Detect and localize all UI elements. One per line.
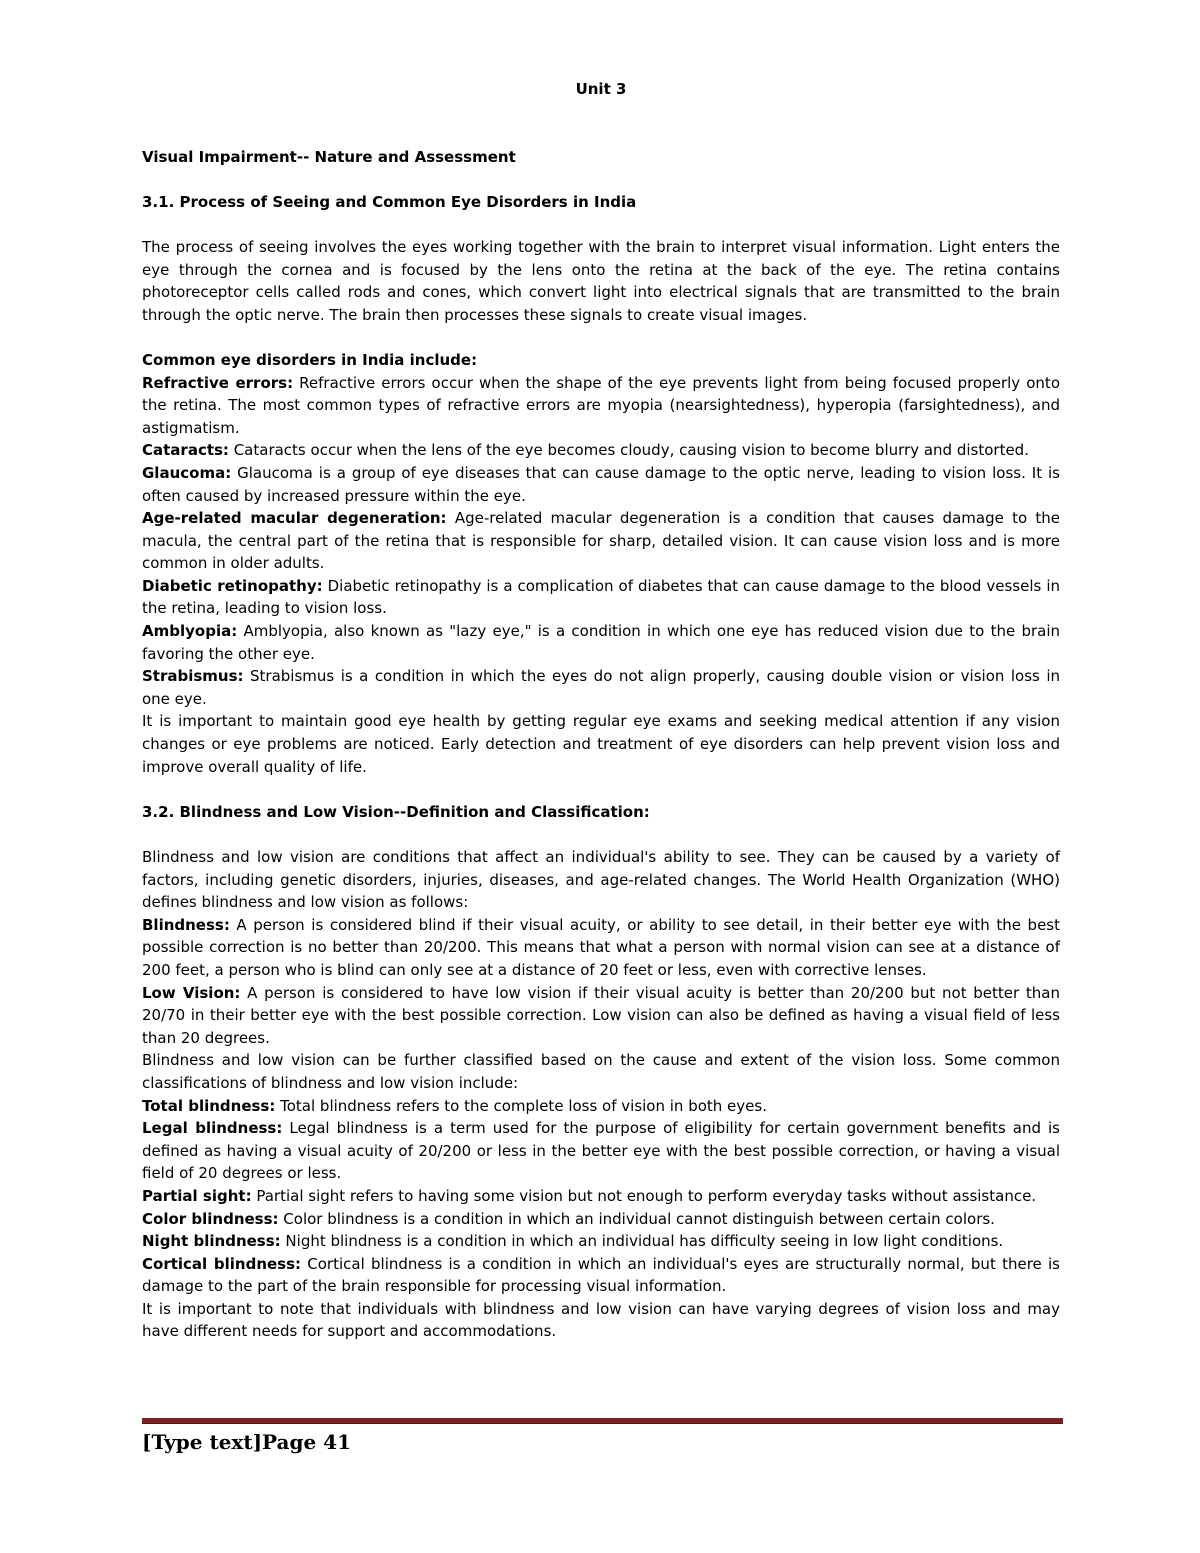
disorder-term: Refractive errors: — [142, 373, 294, 392]
section-1-intro: The process of seeing involves the eyes working together with the brain to interpret visual information. Light enters the eye through the cornea and is focused by the lens onto the retina at the back of the eye. The retina contains photoreceptor cells called rods and cones, which convert light into electrical signals that are transmitted to the brain through the optic nerve. The brain then processes these signals to create visual images. — [142, 237, 1060, 324]
classification-text: Total blindness refers to the complete loss of vision in both eyes. — [275, 1096, 767, 1115]
section-2-closing: It is important to note that individuals with blindness and low vision can have varying degrees of vision loss and may have different needs for support and accommodations. — [142, 1299, 1060, 1341]
classification-term: Cortical blindness: — [142, 1254, 302, 1273]
classification-text: Cortical blindness is a condition in which an individual's eyes are structurally normal, but there is damage to the part of the brain responsible for processing visual information. — [142, 1254, 1060, 1296]
classification-entry — [142, 1208, 1060, 1231]
classification-text: Night blindness is a condition in which an individual has difficulty seeing in low light conditions. — [280, 1232, 1004, 1251]
classification-entry — [142, 1117, 1060, 1185]
classification-term: Partial sight: — [142, 1186, 252, 1205]
footer-divider — [142, 1418, 1063, 1424]
disorder-term: Glaucoma: — [142, 463, 232, 482]
disorder-term: Cataracts: — [142, 441, 229, 460]
classification-entry — [142, 1230, 1060, 1253]
definition-text: A person is considered to have low vision if their visual acuity is better than 20/200 but not better than 20/70 in their better eye with the best possible correction. Low vision can also be defined as having a visual field of less than 20 degrees. — [142, 983, 1060, 1047]
disorder-text: Refractive errors occur when the shape of the eye prevents light from being focused properly onto the retina. The most common types of refractive errors are myopia (nearsightedness), hyperopia (farsightedness), and astigmatism. — [142, 373, 1060, 437]
disorder-term: Age-related macular degeneration: — [142, 509, 447, 528]
disorder-term: Amblyopia: — [142, 622, 238, 641]
section-2-heading: 3.2. Blindness and Low Vision--Definition and Classification: — [142, 802, 650, 821]
disorder-term: Strabismus: — [142, 667, 244, 686]
disorder-entry — [142, 665, 1060, 710]
disorder-text: Age-related macular degeneration is a condition that causes damage to the macula, the central part of the retina that is responsible for sharp, detailed vision. It can cause vision loss and is more common in older adults. — [142, 509, 1061, 573]
definition-entry — [142, 914, 1060, 982]
disorder-entry — [142, 372, 1060, 440]
section-1-closing: It is important to maintain good eye health by getting regular eye exams and seeking medical attention if any vision changes or eye problems are noticed. Early detection and treatment of eye disorders can help prevent vision loss and improve overall quality of life. — [142, 712, 1060, 776]
disorder-text: Diabetic retinopathy is a complication of diabetes that can cause damage to the blood vessels in the retina, leading to vision loss. — [142, 576, 1060, 618]
classification-term: Night blindness: — [142, 1232, 281, 1251]
disorder-entry — [142, 462, 1060, 507]
document-page — [142, 78, 1060, 1343]
section-1-heading: 3.1. Process of Seeing and Common Eye Disorders in India — [142, 192, 637, 211]
disorder-entry — [142, 439, 1060, 462]
disorder-text: Amblyopia, also known as "lazy eye," is a condition in which one eye has reduced vision due to the brain favoring the other eye. — [142, 622, 1060, 663]
classification-intro: Blindness and low vision can be further classified based on the cause and extent of the vision loss. Some common classifications of blindness and low vision include: — [142, 1051, 1060, 1092]
classification-term: Total blindness: — [142, 1096, 276, 1115]
disorder-text: Cataracts occur when the lens of the eye becomes cloudy, causing vision to become blurry and distorted. — [228, 441, 1029, 460]
disorder-text: Glaucoma is a group of eye diseases that can cause damage to the optic nerve, leading to vision loss. It is often caused by increased pressure within the eye. — [142, 463, 1060, 505]
main-heading: Visual Impairment-- Nature and Assessment — [142, 147, 516, 166]
classification-text: Legal blindness is a term used for the purpose of eligibility for certain government benefits and is defined as having a visual acuity of 20/200 or less in the better eye with the best possible correction, or having a visual field of 20 degrees or less. — [142, 1119, 1060, 1183]
disorders-list-heading: Common eye disorders in India include: — [142, 350, 478, 369]
definition-entry — [142, 982, 1060, 1050]
unit-title: Unit 3 — [575, 80, 627, 98]
footer-page-label: [Type text]Page 41 — [142, 1430, 351, 1454]
classification-entry — [142, 1253, 1060, 1298]
definition-term: Low Vision: — [142, 983, 241, 1002]
classification-term: Color blindness: — [142, 1209, 279, 1228]
disorder-entry — [142, 507, 1060, 575]
classification-text: Color blindness is a condition in which an individual cannot distinguish between certain colors. — [278, 1209, 995, 1228]
disorder-term: Diabetic retinopathy: — [142, 576, 323, 595]
disorder-entry — [142, 620, 1060, 665]
definition-term: Blindness: — [142, 915, 230, 934]
definition-text: A person is considered blind if their visual acuity, or ability to see detail, in their better eye with the best possible correction is no better than 20/200. This means that what a person with normal vision can see at a distance of 200 feet, a person who is blind can only see at a distance of 20 feet or less, even with corrective lenses. — [142, 915, 1060, 979]
classification-term: Legal blindness: — [142, 1119, 283, 1138]
classification-entry — [142, 1095, 1060, 1118]
disorder-entry — [142, 575, 1060, 620]
disorder-text: Strabismus is a condition in which the eyes do not align properly, causing double vision or vision loss in one eye. — [142, 667, 1060, 708]
section-2-intro: Blindness and low vision are conditions that affect an individual's ability to see. They can be caused by a variety of factors, including genetic disorders, injuries, diseases, and age-related changes. The World Health Organization (WHO) defines blindness and low vision as follows: — [142, 848, 1060, 912]
classification-entry — [142, 1185, 1060, 1208]
classification-text: Partial sight refers to having some vision but not enough to perform everyday tasks without assistance. — [251, 1186, 1037, 1205]
